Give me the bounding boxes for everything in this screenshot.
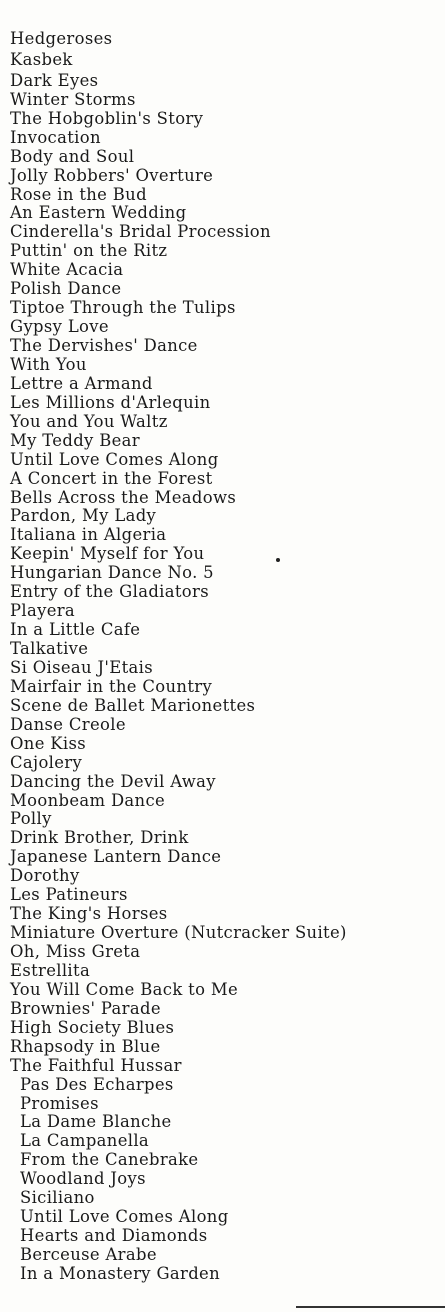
list-item: Winter Storms bbox=[10, 89, 136, 109]
list-item: One Kiss bbox=[10, 733, 87, 753]
list-item: Cajolery bbox=[10, 752, 83, 772]
list-item: Cinderella's Bridal Procession bbox=[10, 222, 271, 242]
list-item: Rhapsody in Blue bbox=[10, 1036, 161, 1056]
list-item: My Teddy Bear bbox=[10, 430, 140, 450]
list-item: You and You Waltz bbox=[10, 411, 168, 431]
list-item: Jolly Robbers' Overture bbox=[10, 165, 214, 185]
list-item: Pardon, My Lady bbox=[10, 506, 157, 526]
list-item: Dark Eyes bbox=[10, 70, 99, 90]
list-item: The King's Horses bbox=[10, 904, 168, 924]
list-item: Playera bbox=[10, 601, 76, 621]
list-item: Polish Dance bbox=[10, 279, 122, 299]
list-item: Puttin' on the Ritz bbox=[10, 241, 168, 261]
list-item: From the Canebrake bbox=[20, 1150, 199, 1170]
list-item: You Will Come Back to Me bbox=[10, 979, 239, 999]
list-item: Keepin' Myself for You bbox=[10, 544, 205, 564]
list-item: Les Patineurs bbox=[10, 885, 128, 905]
list-item: Polly bbox=[10, 809, 52, 829]
list-item: Berceuse Arabe bbox=[20, 1245, 157, 1264]
list-item: Kasbek bbox=[10, 49, 73, 69]
list-item: Lettre a Armand bbox=[10, 373, 153, 393]
list-item: Dorothy bbox=[10, 866, 80, 886]
list-item: Talkative bbox=[10, 639, 89, 658]
list-item: Entry of the Gladiators bbox=[10, 582, 209, 602]
list-item: Woodland Joys bbox=[20, 1169, 146, 1189]
list-item: Until Love Comes Along bbox=[20, 1207, 229, 1227]
list-item: Dancing the Devil Away bbox=[10, 771, 216, 791]
list-item: Italiana in Algeria bbox=[10, 525, 167, 545]
list-item: With You bbox=[10, 354, 87, 374]
list-item: Si Oiseau J'Etais bbox=[10, 657, 154, 677]
list-item: Gypsy Love bbox=[10, 317, 109, 337]
list-item: The Dervishes' Dance bbox=[10, 336, 198, 355]
list-item: Pas Des Echarpes bbox=[20, 1074, 174, 1094]
list-item: Body and Soul bbox=[10, 146, 135, 166]
list-item: La Dame Blanche bbox=[20, 1112, 172, 1132]
list-item: Miniature Overture (Nutcracker Suite) bbox=[10, 923, 347, 943]
title-list bbox=[10, 30, 347, 1284]
list-item: A Concert in the Forest bbox=[10, 468, 213, 488]
list-item: Until Love Comes Along bbox=[10, 449, 219, 469]
list-item: La Campanella bbox=[20, 1131, 150, 1151]
list-item: The Faithful Hussar bbox=[10, 1055, 182, 1075]
list-item: Siciliano bbox=[20, 1188, 95, 1208]
list-item: Estrellita bbox=[10, 960, 91, 980]
list-item: Bells Across the Meadows bbox=[10, 487, 237, 507]
list-item: Hedgeroses bbox=[10, 29, 113, 48]
list-item: High Society Blues bbox=[10, 1017, 175, 1037]
list-item: An Eastern Wedding bbox=[10, 203, 187, 223]
list-item: Promises bbox=[20, 1093, 99, 1113]
bottom-rule bbox=[296, 1306, 445, 1308]
list-item: Les Millions d'Arlequin bbox=[10, 392, 211, 412]
list-item: Oh, Miss Greta bbox=[10, 942, 141, 961]
list-item: Scene de Ballet Marionettes bbox=[10, 695, 256, 715]
list-item: Moonbeam Dance bbox=[10, 790, 166, 810]
list-item: White Acacia bbox=[10, 260, 124, 280]
list-item: Brownies' Parade bbox=[10, 998, 161, 1018]
list-item: Rose in the Bud bbox=[10, 184, 147, 204]
list-item: Tiptoe Through the Tulips bbox=[10, 298, 236, 318]
list-item: Invocation bbox=[10, 127, 101, 147]
list-item: Danse Creole bbox=[10, 714, 126, 734]
list-item: The Hobgoblin's Story bbox=[10, 108, 204, 128]
list-item: Hungarian Dance No. 5 bbox=[10, 563, 214, 583]
list-item: Mairfair in the Country bbox=[10, 676, 213, 696]
list-item: Drink Brother, Drink bbox=[10, 828, 189, 848]
list-item: In a Little Cafe bbox=[10, 620, 141, 640]
list-item: Japanese Lantern Dance bbox=[10, 847, 222, 867]
list-item: Hearts and Diamonds bbox=[20, 1226, 208, 1246]
ink-dot bbox=[276, 558, 280, 562]
list-item: In a Monastery Garden bbox=[20, 1263, 221, 1283]
